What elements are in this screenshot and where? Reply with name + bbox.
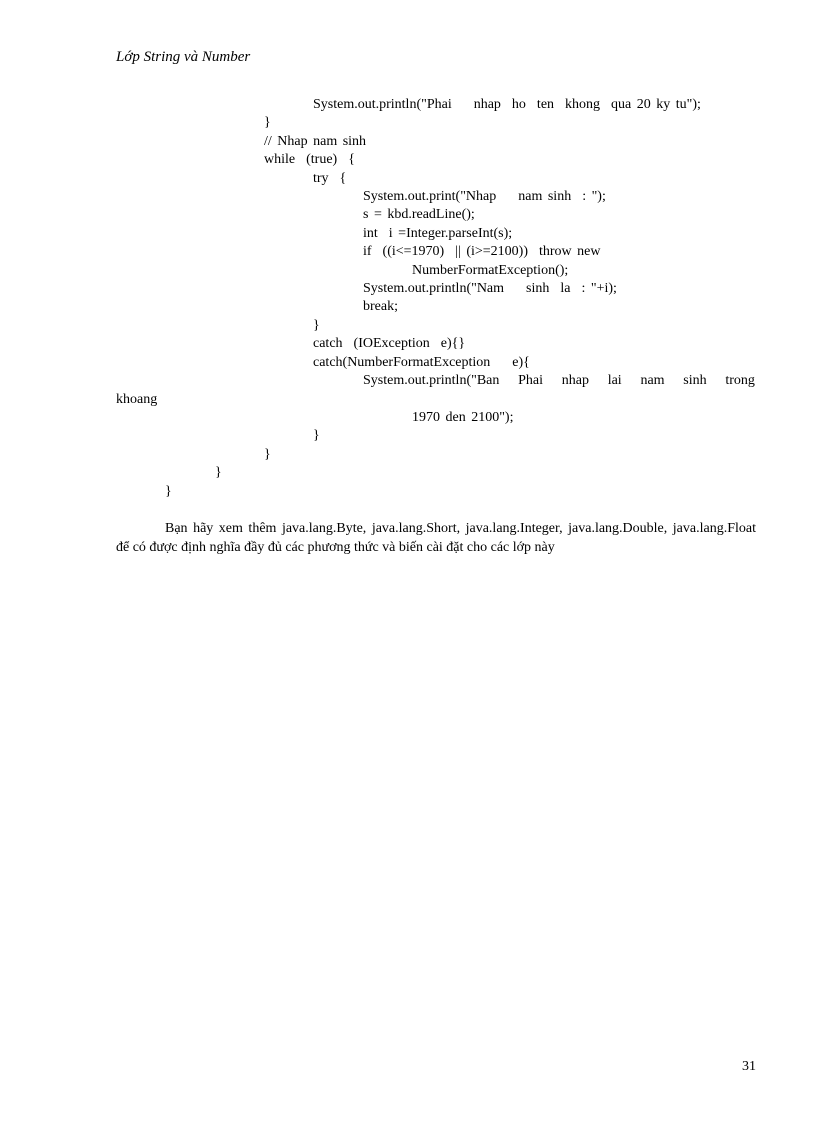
code-line: System.out.print("Nhap nam sinh : "); [363, 189, 606, 204]
code-line: System.out.println("Nam sinh la : "+i); [363, 281, 617, 296]
code-word: nhap [561, 373, 589, 388]
code-word: sinh [683, 373, 707, 388]
code-word: Phai [518, 373, 544, 388]
code-line: 1970 den 2100"); [412, 410, 514, 425]
code-line: } [215, 465, 222, 480]
code-line: catch(NumberFormatException e){ [313, 355, 530, 370]
code-line: break; [363, 299, 398, 314]
code-line: s = kbd.readLine(); [363, 207, 475, 222]
code-line: } [165, 484, 172, 499]
code-line: } [264, 447, 271, 462]
code-line: NumberFormatException(); [412, 263, 569, 278]
code-line: } [313, 318, 320, 333]
code-word: trong [725, 373, 755, 388]
code-line: catch (IOException e){} [313, 336, 466, 351]
code-line: try { [313, 171, 347, 186]
page-number: 31 [742, 1059, 756, 1074]
code-line: if ((i<=1970) || (i>=2100)) throw new [363, 244, 601, 259]
body-paragraph: Bạn hãy xem thêm java.lang.Byte, java.lang.Short, java.lang.Integer, java.lang.Double, java.lang.Float để có được định nghĩa đầy đủ các phương thức và biến cài đặt cho các lớp này [116, 521, 756, 555]
code-line: khoang [116, 392, 158, 407]
code-word: nam [640, 373, 665, 388]
code-line: System.out.println("Phai nhap ho ten khong qua 20 ky tu"); [313, 97, 701, 112]
code-comment-line: // Nhap nam sinh [264, 134, 367, 149]
page-header-title: Lớp String và Number [116, 49, 251, 65]
code-line-justified [363, 372, 755, 390]
code-line: } [264, 115, 271, 130]
code-line: } [313, 428, 320, 443]
code-line: while (true) { [264, 152, 355, 167]
code-line: int i =Integer.parseInt(s); [363, 226, 513, 241]
code-word: System.out.println("Ban [363, 373, 500, 388]
code-word: lai [607, 373, 622, 388]
